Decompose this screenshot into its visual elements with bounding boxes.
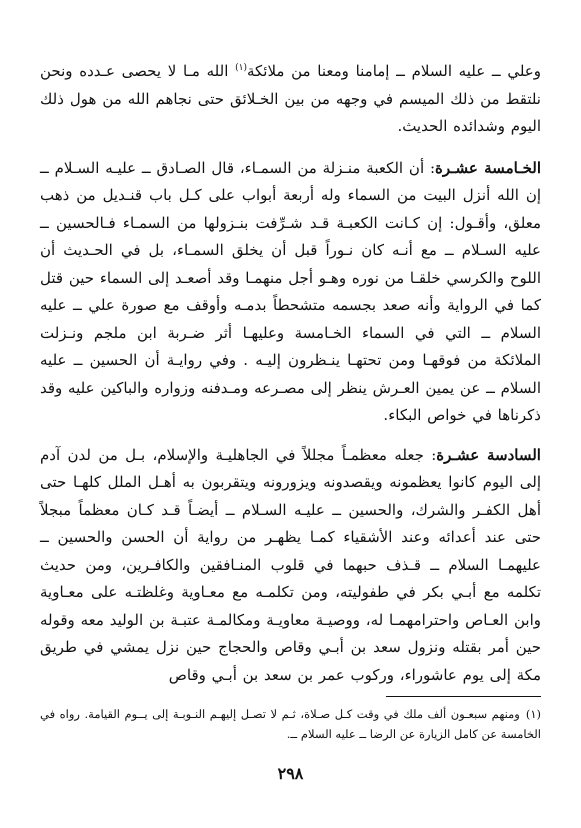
paragraph-15th-body: : أن الكعبة منـزلة من السمـاء، قال الصـادق ــ عليـه السـلام ــ إن الله أنزل البيت من السماء وله أربعة أبواب على كـل باب قنـديل من ذهب معلق، وأقـول: إن كـانت الكعبـة قـد شـرِّفت بنـزولها من السمـاء فـالحسين ــ عليه السـلام ــ مع أنـه كان نـوراً قبل أن يخلق السمـاء، بل في الحـديث أن اللوح والكرسي خلقـا من نوره وهـو أجل منهمـا وقد أصعـد إلى السماء حين قتل كما في الرواية وأنه صعد بجسمه متشحطاً بدمـه وأوقف مع صورة علي ــ عليه السلام ــ التي في السماء الخـامسة وعليهـا أثر ضـربة ابن ملجم ونـزلت الملائكة من فوقهـا ومن تحتهـا ينـظرون إليـه . وفي روايـة أن الحسين ــ عليه السلام ــ عن يمين العـرش ينظر إلى مصـرعه ومـدفنه وزواره والباكين عليه وقد ذكرناها في خواص البكاء. bbox=[40, 158, 542, 424]
paragraph-1-text-b: الله مـا لا يحصى عـدده ونحن نلتقط من ذلك الميسم في وجهه من بين الخـلائق حتى نجاهم الله من هول ذلك اليوم وشدائده الحديث. bbox=[40, 62, 541, 135]
heading-fifteenth: الخـامسة عشـرة bbox=[435, 158, 541, 177]
footnote bbox=[40, 704, 541, 744]
page-number: ٢٩٨ bbox=[277, 764, 304, 783]
footnote-text: ومنهم سبعـون ألف ملك في وقت كـل صـلاة، ثـم لا تصـل إليهـم النـوبـة إلى يــوم القيامة. رواه في الخامسة عن كامل الزيارة عن الرضا ــ عليه السلام ــ. bbox=[40, 707, 541, 741]
page-body bbox=[40, 58, 541, 828]
footnote-marker: (١) bbox=[525, 707, 541, 721]
paragraph-1-text-a: وعلي ــ عليه السلام ــ إمامنا ومعنا من ملائكة bbox=[246, 62, 541, 80]
footnote-divider bbox=[386, 696, 541, 697]
heading-sixteenth: السادسة عشـرة bbox=[436, 445, 541, 464]
paragraph-16th-point bbox=[40, 442, 541, 690]
paragraph-1 bbox=[40, 58, 541, 141]
footnote-reference[interactable]: (١) bbox=[235, 63, 247, 73]
paragraph-16th-body: : جعله معظمـاً مجللاً في الجاهليـة والإسلام، بـل من لدن آدم إلى اليوم كانوا يعظمونه ويقصدونه ويزورونه ويتقربون به أهـل الملل كلهـا حتى أهل الكفـر والشرك، والحسين ــ عليـه السـلام ــ أيضـاً قـد كـان معظماً مبجلاً حتى عند أعدائه وعند الأشقياء كمـا يظهـر من رواية أن الحسن والحسين ــ عليهمـا السلام ــ قـذف حبهما في قلوب المنـافقين والكافـرين، ومن حديث تكلمه مع أبـي بكر في طفوليته، ومن تكلمـه مع معـاوية وغلظتـه على معـاوية وابن العـاص واحترامهمـا له، ووصيـة معاويـة ومكالمـة عتبـة بن الوليد معه وقوله حين أمر بقتله ونزول سعد بن أبـي وقاص والحجاج حين نزل يمشي في طريق مكة إلى يوم عاشوراء، وركوب عمر بن سعد بن أبـي وقاص bbox=[40, 445, 541, 684]
paragraph-15th-point bbox=[40, 155, 541, 430]
